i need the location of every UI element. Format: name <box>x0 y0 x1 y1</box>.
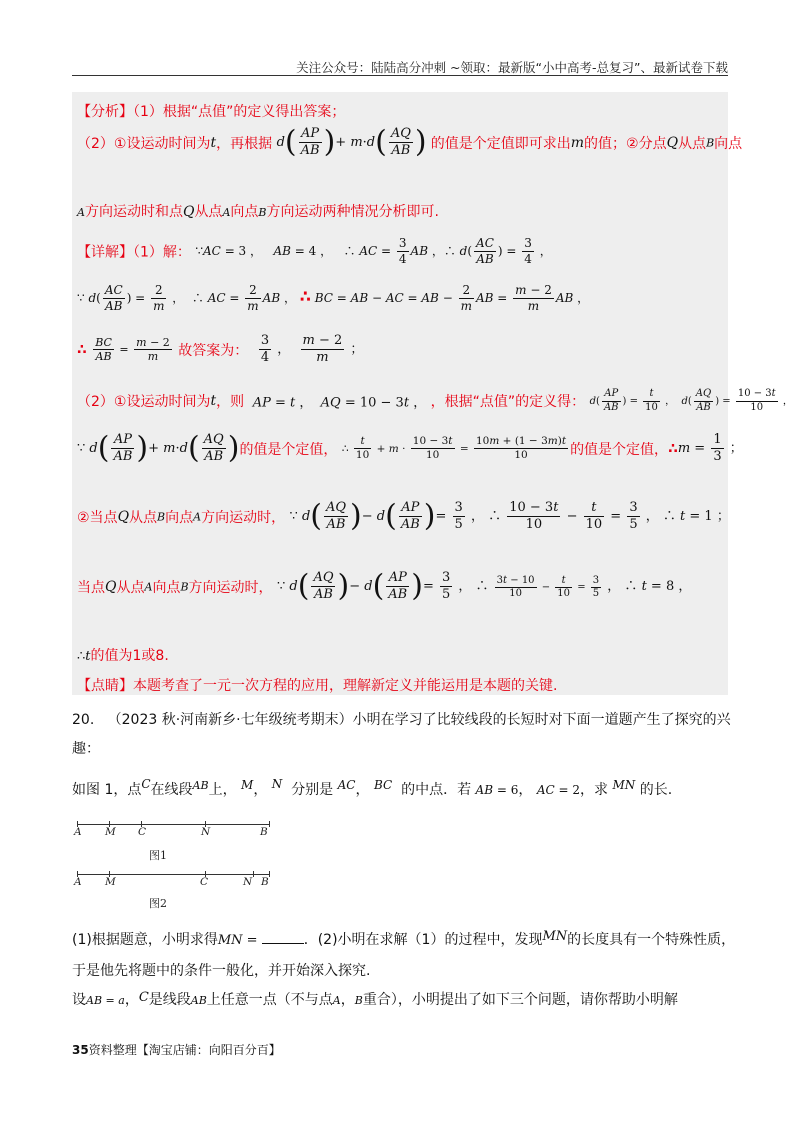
detail-tag: 【详解】 <box>77 244 133 261</box>
fig2-label-n: N <box>243 876 253 888</box>
fig2-label-c: C <box>200 876 209 888</box>
detail-line-4: （2）①设运动时间为t，则 AP = t ， AQ = 10 − 3t ， ，根据“点值”的定义得： d( $\frac{AP}{AB}$ ) = $\frac{t}{10}$ ， d( $\frac{AQ}{AB}$ ) = $\frac{10 - 3t}{10}$ ， <box>77 388 793 413</box>
question-line-1: (1)根据题意，小明求得MN = ．(2)小明在求解（1）的过程中，发现MN的长度具有一个特殊性质， <box>72 929 736 948</box>
fig1-segment <box>77 824 269 825</box>
analysis-line-1: 【分析】（1）根据“点值”的定义得出答案； <box>77 104 346 120</box>
page-header: 关注公众号：陆陆高分冲刺 ~领取：最新版“小中高考-总复习”、最新试卷下载 <box>296 60 728 75</box>
fig2-label-b: B <box>261 876 269 888</box>
fig1-caption: 图1 <box>149 849 167 862</box>
question-line-2: 于是他先将题中的条件一般化，并开始深入探究. <box>72 963 371 979</box>
problem-stem: 如图 1，点C在线段$^{AB}$上， M， N 分别是 AC， BC 的中点．若 AB = 6， AC = 2，求 MN 的长. <box>72 777 673 798</box>
comment-line: 【点睛】本题考查了一元一次方程的应用，理解新定义并能运用是本题的关键. <box>77 678 558 694</box>
detail-line-7: 当点Q从点A向点B方向运动时， ∵ d( $\frac{AQ}{AB}$ )− d( $\frac{AP}{AB}$ )= $\frac{3}{5}$ ， ∴ $\frac{3t - 10}{10}$ − $\frac{t}{10}$ = $\frac{3}{5}$ ， ∴ t = 8 ， <box>77 568 692 604</box>
question-line-3: 设AB = a，C是线段AB上任意一点（不与点A，B重合），小明提出了如下三个问题，请你帮助小明解 <box>72 990 678 1008</box>
comment-tag: 【点睛】 <box>77 678 133 694</box>
fig2-label-m: M <box>105 876 116 888</box>
header-rule <box>72 75 728 76</box>
answer-blank[interactable] <box>262 931 304 944</box>
problem-intro-2: 趣： <box>72 741 100 757</box>
math-d1: ∵AC = 3 ， AB = 4 ， ∴ AC = $\frac{3}{4}$ AB ，∴ d( $\frac{AC}{AB}$ ) = $\frac{3}{4}$ ， <box>195 236 552 266</box>
fig2-caption: 图2 <box>149 897 167 910</box>
analysis-tag: 【分析】 <box>77 104 133 120</box>
problem-intro-1: 20. （2023 秋·河南新乡·七年级统考期末）小明在学习了比较线段的长短时对下面一道题产生了探究的兴 <box>72 712 731 728</box>
fig1-label-n: N <box>201 826 211 838</box>
fig1-label-m: M <box>105 826 116 838</box>
expression-d-sum: d( $\frac{AP}{AB}$ )+ m·d( $\frac{AQ}{AB}$ ) <box>276 124 427 160</box>
footer-text: 资料整理【淘宝店铺：向阳百分百】 <box>88 1043 281 1057</box>
detail-line-2: ∵ d( $\frac{AC}{AB}$ ) = $\frac{2}{m}$ ， ∴ AC = $\frac{2}{m}$ AB ， ∴ BC = AB − AC = AB − $\frac{2}{m}$ AB = $\frac{m - 2}{m}$ AB ， <box>77 283 590 313</box>
analysis-line-3: A方向运动时和点Q从点A向点B方向运动两种情况分析即可. <box>77 204 439 220</box>
page-footer <box>72 1041 281 1058</box>
fig1-label-b: B <box>260 826 268 838</box>
fig1-label-a: A <box>74 826 82 838</box>
detail-line-8: ∴t的值为1或8. <box>77 648 169 664</box>
detail-line-3: ∴ $\frac{BC}{AB}$ = $\frac{m - 2}{m}$ 故答案为： $\frac{3}{4}$ ， $\frac{m - 2}{m}$ ； <box>77 333 364 366</box>
fig2-label-a: A <box>74 876 82 888</box>
detail-line-6: ②当点Q从点B向点A方向运动时， ∵ d( $\frac{AQ}{AB}$ )− d( $\frac{AP}{AB}$ )= $\frac{3}{5}$ ， ∴ $\frac{10 - 3t}{10}$ − $\frac{t}{10}$ = $\frac{3}{5}$ ， ∴ t = 1 ； <box>77 498 730 534</box>
problem-number: 20. <box>72 712 95 728</box>
analysis-line-2: （2）①设运动时间为t，再根据 d( $\frac{AP}{AB}$ )+ m·d( $\frac{AQ}{AB}$ ) 的值是个定值即可求出m的值；②分点Q从点B向点 <box>77 124 743 160</box>
fig1-label-c: C <box>138 826 147 838</box>
detail-line-1: 【详解】（1）解： ∵AC = 3 ， AB = 4 ， ∴ AC = $\frac{3}{4}$ AB ，∴ d( $\frac{AC}{AB}$ ) = $\frac{3}{4}$ ， <box>77 236 552 266</box>
detail-line-5: ∵ d( $\frac{AP}{AB}$ )+ m·d( $\frac{AQ}{AB}$ )的值是个定值， ∴ $\frac{t}{10}$ + m · $\frac{10 - 3t}{10}$ = $\frac{10m + (1 - 3m)t}{10}$ 的值是个定值，∴m = $\frac{1}{3}$ ； <box>77 430 743 466</box>
fig2-segment <box>77 874 269 875</box>
page-number: 35 <box>72 1043 89 1057</box>
